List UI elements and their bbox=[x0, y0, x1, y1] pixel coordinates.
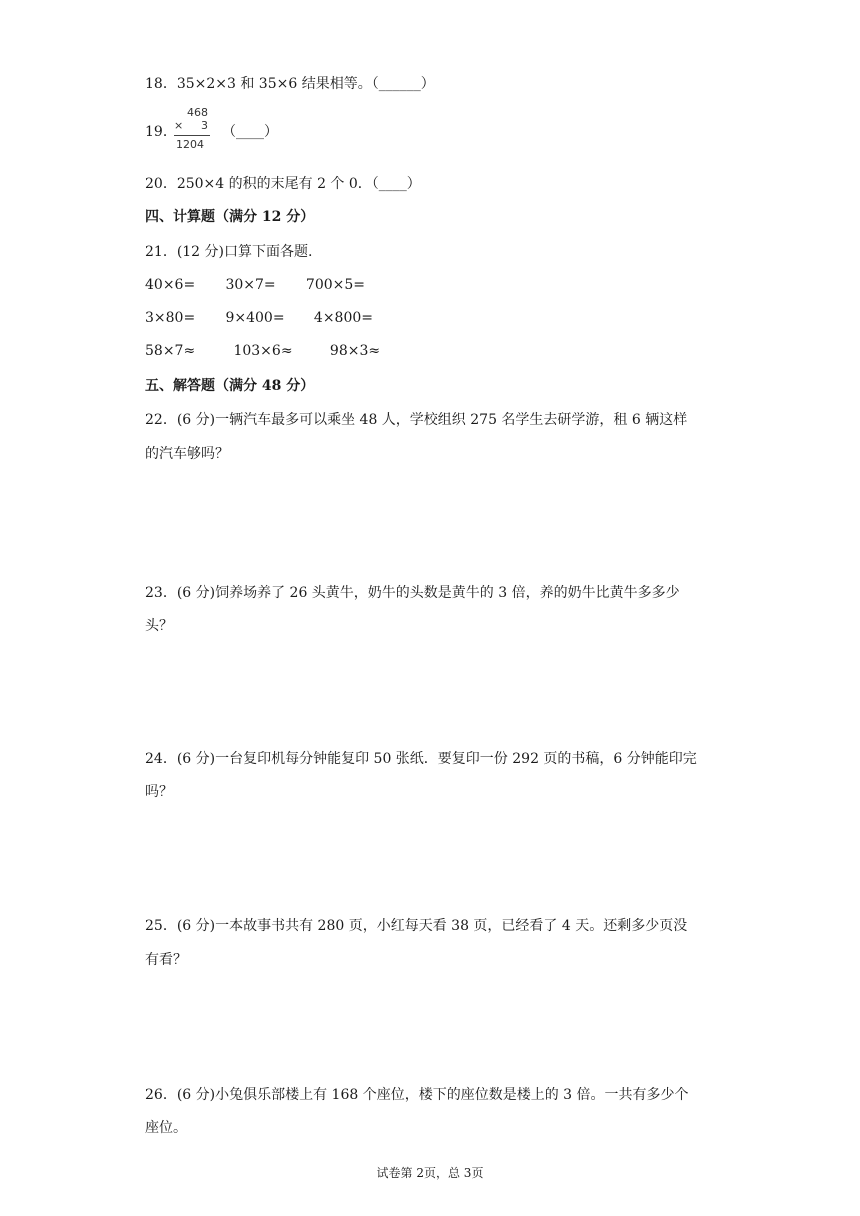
multiply-sign: × bbox=[174, 119, 184, 132]
vertical-multiplication-image bbox=[172, 106, 212, 156]
question-26-line-1: 26．(6 分)小兔俱乐部楼上有 168 个座位，楼下的座位数是楼上的 3 倍。一共有多少个 bbox=[145, 1087, 689, 1103]
calc-item: 700×5= bbox=[305, 277, 365, 293]
calc-row-2 bbox=[145, 308, 373, 328]
question-25-line-1: 25．(6 分)一本故事书共有 280 页，小红每天看 38 页，已经看了 4 天。还剩多少页没 bbox=[145, 918, 688, 934]
calc-item: 4×800= bbox=[313, 310, 373, 326]
calc-item: 3×80= bbox=[145, 310, 196, 326]
question-20: 20．250×4 的积的末尾有 2 个 0．（____） bbox=[145, 176, 421, 192]
vertical-divider bbox=[174, 135, 210, 136]
question-24-line-2: 吗？ bbox=[145, 784, 173, 800]
question-23-line-2: 头？ bbox=[145, 618, 173, 634]
calc-row-1 bbox=[145, 275, 365, 295]
section-4-heading: 四、计算题（满分 12 分） bbox=[145, 209, 315, 225]
multiplicand: 468 bbox=[187, 106, 208, 119]
calc-item: 30×7= bbox=[225, 277, 276, 293]
question-26-line-2: 座位。 bbox=[145, 1120, 187, 1136]
question-25-line-2: 有看？ bbox=[145, 952, 187, 968]
section-5-heading: 五、解答题（满分 48 分） bbox=[145, 378, 315, 394]
page-footer: 试卷第 2页，总 3页 bbox=[376, 1166, 484, 1180]
question-18: 18．35×2×3 和 35×6 结果相等。（______） bbox=[145, 76, 435, 92]
multiplier: 3 bbox=[201, 119, 208, 132]
calc-row-3 bbox=[145, 341, 380, 361]
question-22-line-2: 的汽车够吗？ bbox=[145, 446, 229, 462]
calc-item: 58×7≈ bbox=[145, 343, 196, 359]
calc-item: 40×6= bbox=[145, 277, 196, 293]
question-19-number: 19． bbox=[145, 124, 177, 140]
calc-item: 103×6≈ bbox=[233, 343, 293, 359]
answer-blank[interactable]: （____） bbox=[222, 124, 278, 140]
calc-item: 9×400= bbox=[225, 310, 285, 326]
question-23-line-1: 23．(6 分)饲养场养了 26 头黄牛，奶牛的头数是黄牛的 3 倍，养的奶牛比黄牛多多少 bbox=[145, 585, 680, 601]
product: 1204 bbox=[176, 138, 204, 151]
calc-item: 98×3≈ bbox=[329, 343, 381, 359]
question-21: 21．(12 分)口算下面各题. bbox=[145, 244, 313, 260]
question-22-line-1: 22．(6 分)一辆汽车最多可以乘坐 48 人，学校组织 275 名学生去研学游，租 6 辆这样 bbox=[145, 412, 688, 428]
question-24-line-1: 24．(6 分)一台复印机每分钟能复印 50 张纸．要复印一份 292 页的书稿，6 分钟能印完 bbox=[145, 751, 697, 767]
